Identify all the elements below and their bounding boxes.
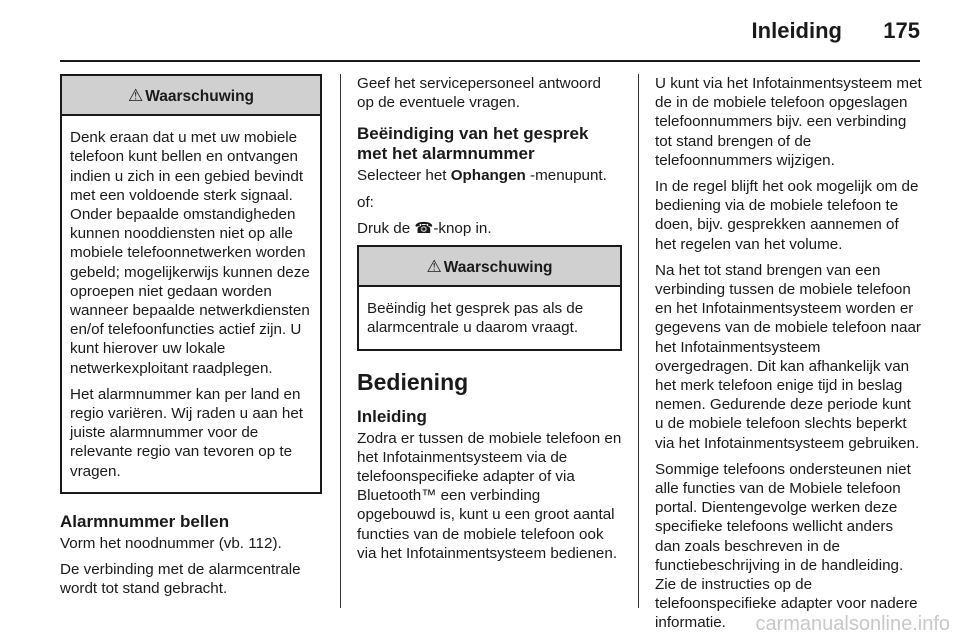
body-paragraph: Geef het servicepersoneel antwoord op de eventuele vragen. bbox=[357, 75, 601, 112]
section-heading: Beëindiging van het gesprek met het alarmnummer bbox=[357, 124, 589, 164]
text-run: -menupunt. bbox=[525, 167, 607, 185]
warning-header bbox=[62, 76, 320, 116]
column-divider bbox=[340, 74, 341, 608]
text-run: -knop in. bbox=[433, 219, 492, 237]
body-paragraph bbox=[357, 166, 622, 185]
warning-body bbox=[62, 116, 320, 492]
body-paragraph: Sommige telefoons ondersteunen niet alle functies van de Mobiele telefoon portal. Dientengevolge werken deze specifieke telefoons wellicht anders dan zoals beschreven in de functiebeschrijving in de handleiding. Zie de instructies op de telefoonspecifieke adapter voor nadere informatie. bbox=[655, 460, 918, 632]
watermark: carmanualsonline.info bbox=[755, 613, 950, 635]
menu-item-ophangen: Ophangen bbox=[450, 167, 526, 185]
warning-box bbox=[60, 74, 322, 494]
body-paragraph: Na het tot stand brengen van een verbinding tussen de mobiele telefoon en het Infotainmentsysteem worden er gegevens van de mobiele telefoon naar het Infotainmentsysteem overgedragen. Dit kan afhankelijk van het merk telefoon enige tijd in beslag nemen. Gedurende deze periode kunt u de mobiele telefoon slechts beperkt via het Infotainmentsysteem gebruiken. bbox=[655, 261, 921, 452]
body-paragraph: Zodra er tussen de mobiele telefoon en het Infotainmentsysteem via de telefoonspecifieke adapter of via Bluetooth™ een verbinding opgebouwd is, kunt u een groot aantal functies van de mobiele telefoon ook via het Infotainmentsysteem bedienen. bbox=[357, 429, 622, 562]
warning-paragraph: Beëindig het gesprek pas als de alarmcentrale u daarom vraagt. bbox=[367, 300, 584, 337]
column-2 bbox=[357, 74, 622, 570]
body-paragraph bbox=[357, 219, 622, 238]
text-run: Selecteer het bbox=[357, 167, 451, 185]
warning-title: Waarschuwing bbox=[443, 259, 553, 277]
body-paragraph: De verbinding met de alarmcentrale wordt tot stand gebracht. bbox=[60, 561, 301, 598]
column-3 bbox=[655, 74, 922, 640]
column-divider bbox=[638, 74, 639, 608]
body-paragraph: of: bbox=[357, 193, 374, 211]
body-paragraph: U kunt via het Infotainmentsysteem met de in de mobiele telefoon opgeslagen telefoonnummers bijv. een verbinding tot stand brengen of de telefoonnummers wijzigen. bbox=[655, 75, 922, 169]
text-run: Druk de bbox=[357, 219, 415, 237]
warning-triangle-icon: ⚠ bbox=[127, 86, 144, 105]
column-1 bbox=[60, 74, 322, 605]
page-title: Inleiding bbox=[751, 18, 842, 43]
warning-header bbox=[359, 247, 620, 287]
phone-hook-icon: ☎ bbox=[414, 219, 434, 237]
main-heading: Bediening bbox=[357, 368, 469, 395]
warning-paragraph: Denk eraan dat u met uw mobiele telefoon kunt bellen en ontvangen indien u zich in een gebied bevindt met een voldoende sterk signaal. Onder bepaalde omstandigheden kunnen nooddiensten niet op alle mobiele telefoonnetwerken worden gebeld; mogelijkerwijs kunnen deze oproepen niet gedaan worden wanneer bepaalde netwerkdiensten en/of telefoonfuncties actief zijn. U kunt hierover uw lokale netwerkexploitant raadplegen. bbox=[70, 129, 310, 377]
warning-paragraph: Het alarmnummer kan per land en regio variëren. Wij raden u aan het juiste alarmnummer voor de relevante regio van tevoren op te vragen. bbox=[70, 385, 304, 480]
body-paragraph: Vorm het noodnummer (vb. 112). bbox=[60, 534, 282, 552]
body-paragraph: In de regel blijft het ook mogelijk om de bediening via de mobiele telefoon te doen, bijv. gesprekken aannemen of het regelen van het volume. bbox=[655, 178, 919, 253]
warning-triangle-icon: ⚠ bbox=[426, 257, 442, 277]
section-heading: Alarmnummer bellen bbox=[60, 511, 230, 531]
page-header bbox=[0, 0, 960, 64]
warning-box bbox=[357, 245, 622, 351]
page-number: 175 bbox=[883, 18, 920, 43]
warning-title: Waarschuwing bbox=[145, 88, 255, 105]
header-rule bbox=[60, 60, 920, 62]
section-heading: Inleiding bbox=[357, 406, 427, 426]
warning-body bbox=[359, 287, 620, 348]
